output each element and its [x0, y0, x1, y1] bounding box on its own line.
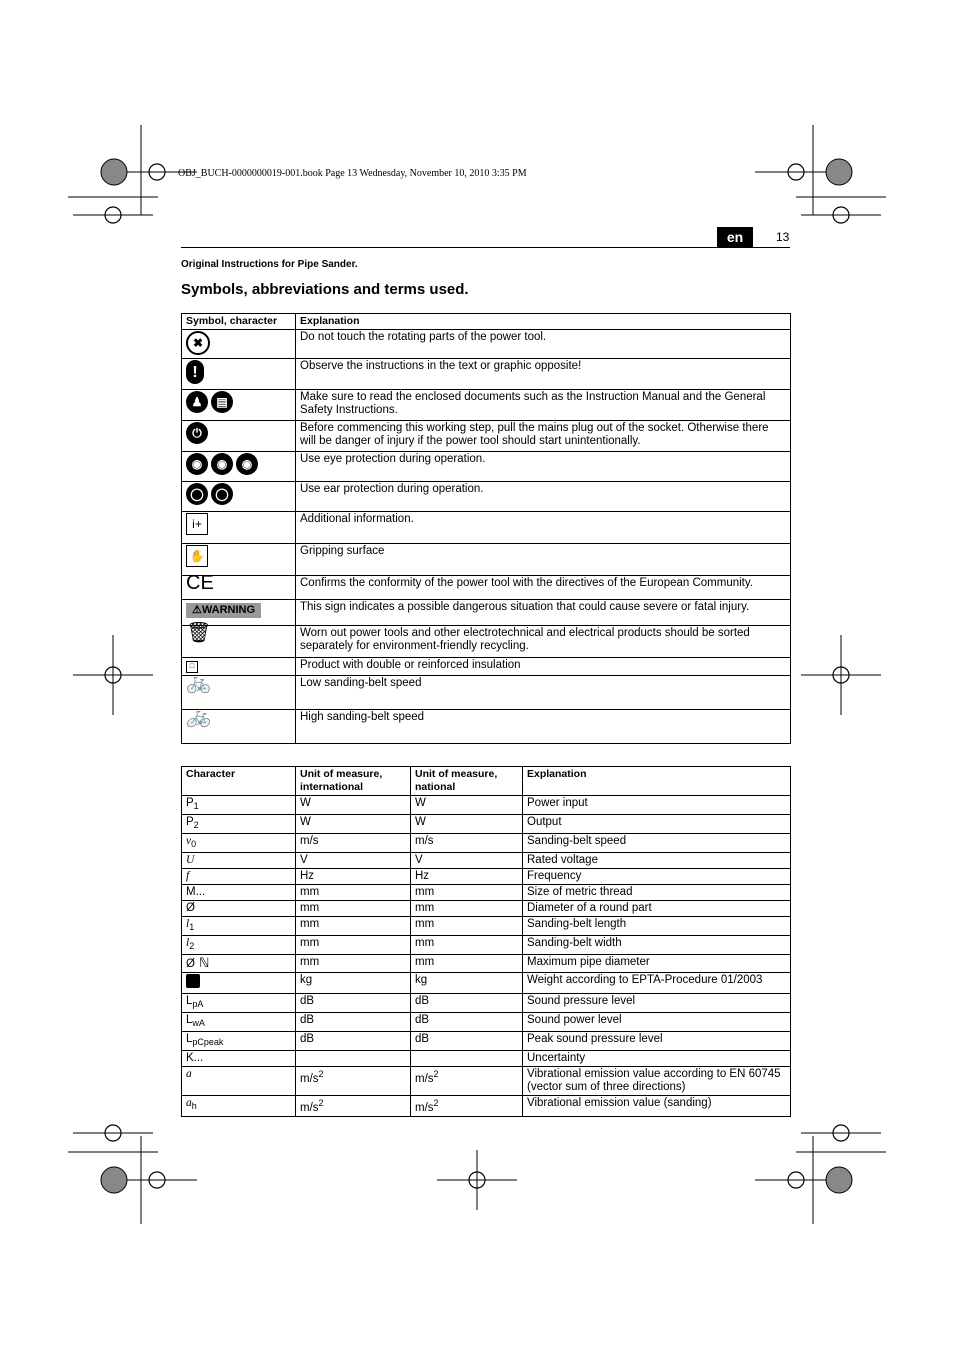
character-subscript: pCpeak: [192, 1037, 224, 1047]
header-rule: [181, 247, 790, 248]
character-cell: [182, 869, 296, 885]
unit-international-cell-value: Hz: [300, 870, 315, 882]
explanation-cell: Product with double or reinforced insulation: [296, 658, 791, 676]
unit-international-cell: [296, 853, 411, 869]
character-symbol: U: [186, 854, 195, 866]
table-row: [182, 936, 791, 955]
double-insulation-icon: □: [186, 661, 198, 673]
unit-international-cell-exponent: 2: [318, 1098, 324, 1108]
unit-national-cell: [411, 1032, 523, 1051]
symbol-cell: [182, 330, 296, 359]
unit-national-cell: [411, 1013, 523, 1032]
table-row: [182, 834, 791, 853]
table-row: [182, 359, 791, 390]
unit-national-cell-value: V: [415, 854, 423, 866]
character-symbol: l: [186, 918, 190, 930]
symbols-table: [181, 313, 791, 744]
symbol-cell: [182, 544, 296, 576]
unit-national-cell: [411, 955, 523, 973]
explanation-cell: Gripping surface: [296, 544, 791, 576]
character-symbol: L: [186, 1033, 193, 1045]
table-header-row: [182, 767, 791, 796]
unit-international-cell-value: dB: [300, 1033, 315, 1045]
explanation-cell: Maximum pipe diameter: [523, 955, 791, 973]
unit-international-cell-value: dB: [300, 1014, 315, 1026]
unit-international-cell-value: mm: [300, 902, 320, 914]
character-cell: [182, 1096, 296, 1117]
explanation-cell: Worn out power tools and other electrotechnical and electrical products should be sorted separately for environment-friendly recycling.: [296, 626, 791, 658]
fast-cyclist-icon: 🚲: [186, 706, 211, 728]
unit-international-cell-value: W: [300, 797, 311, 809]
explanation-cell: Low sanding-belt speed: [296, 676, 791, 710]
symbol-cell: [182, 390, 296, 421]
pipe-icon: ℕ: [198, 955, 210, 970]
unit-national-cell: [411, 994, 523, 1013]
character-cell: [182, 796, 296, 815]
character-subscript: pA: [192, 999, 204, 1009]
column-header: Explanation: [296, 314, 791, 330]
explanation-cell: Make sure to read the enclosed documents such as the Instruction Manual and the General Safety Instructions.: [296, 390, 791, 421]
symbol-cell: [182, 452, 296, 482]
character-subscript: wA: [192, 1018, 205, 1028]
explanation-cell: Additional information.: [296, 512, 791, 544]
explanation-cell: Observe the instructions in the text or graphic opposite!: [296, 359, 791, 390]
character-subscript: 1: [193, 801, 199, 811]
column-header: Explanation: [523, 767, 791, 796]
explanation-cell: Size of metric thread: [523, 885, 791, 901]
character-cell: [182, 994, 296, 1013]
table-row: [182, 576, 791, 600]
gripping-surface-icon: ✋: [186, 545, 208, 567]
unit-international-cell: [296, 885, 411, 901]
units-table: [181, 766, 791, 1117]
unplug-icon: ⏻: [186, 422, 211, 444]
unit-national-cell: [411, 936, 523, 955]
unit-national-cell-value: dB: [415, 995, 430, 1007]
table-header-row: [182, 314, 791, 330]
unit-national-cell: [411, 796, 523, 815]
character-symbol: P: [186, 797, 194, 809]
table-row: [182, 973, 791, 994]
character-symbol: M...: [186, 886, 206, 898]
unit-national-cell: [411, 885, 523, 901]
unit-national-cell-value: mm: [415, 937, 435, 949]
info-icon: i+: [186, 513, 208, 535]
character-cell: [182, 815, 296, 834]
character-symbol: K...: [186, 1052, 204, 1064]
unit-national-cell: [411, 1067, 523, 1096]
unit-international-cell: [296, 994, 411, 1013]
symbol-cell: [182, 672, 296, 710]
table-row: [182, 1096, 791, 1117]
warning-label: WARNING: [201, 604, 256, 616]
table-row: [182, 452, 791, 482]
explanation-cell: Uncertainty: [523, 1051, 791, 1067]
character-cell: [182, 1051, 296, 1067]
character-cell: [182, 917, 296, 936]
explanation-cell: Diameter of a round part: [523, 901, 791, 917]
explanation-cell: Rated voltage: [523, 853, 791, 869]
read-manual-icon: ♟ ▤: [186, 391, 236, 413]
character-symbol: v: [186, 835, 192, 847]
unit-international-cell: [296, 1013, 411, 1032]
exclamation-icon: !: [186, 360, 207, 384]
unit-national-cell: [411, 815, 523, 834]
unit-national-cell-value: mm: [415, 902, 435, 914]
unit-national-cell-exponent: 2: [433, 1069, 439, 1079]
character-symbol: Ø: [186, 958, 195, 970]
table-row: [182, 600, 791, 626]
table-row: [182, 482, 791, 512]
unit-international-cell-value: m/s: [300, 1073, 319, 1085]
character-subscript: 2: [193, 820, 199, 830]
table-row: [182, 512, 791, 544]
table-row: [182, 994, 791, 1013]
unit-national-cell-value: mm: [415, 886, 435, 898]
unit-international-cell: [296, 955, 411, 973]
character-symbol: l: [186, 937, 190, 949]
column-header: Character: [182, 767, 296, 796]
unit-international-cell-value: mm: [300, 886, 320, 898]
table-row: [182, 796, 791, 815]
table-row: [182, 917, 791, 936]
character-cell: [182, 885, 296, 901]
unit-international-cell-value: m/s: [300, 1102, 319, 1114]
symbol-cell: [182, 421, 296, 452]
symbol-cell: [182, 359, 296, 390]
unit-national-cell-value: dB: [415, 1033, 430, 1045]
explanation-cell: Sound power level: [523, 1013, 791, 1032]
table-row: [182, 901, 791, 917]
explanation-cell: Use eye protection during operation.: [296, 452, 791, 482]
column-header: Symbol, character: [182, 314, 296, 330]
unit-national-cell-value: m/s: [415, 1102, 434, 1114]
explanation-cell: Sanding-belt width: [523, 936, 791, 955]
explanation-cell: Sanding-belt speed: [523, 834, 791, 853]
character-symbol: Ø: [186, 902, 195, 914]
character-cell: [182, 901, 296, 917]
column-header: Unit of measure, international: [296, 767, 411, 796]
symbol-cell: [182, 622, 296, 658]
unit-international-cell-exponent: 2: [318, 1069, 324, 1079]
unit-national-cell: [411, 853, 523, 869]
table-row: [182, 853, 791, 869]
character-symbol: a: [186, 1097, 192, 1109]
unit-national-cell: [411, 901, 523, 917]
character-cell: [182, 1067, 296, 1096]
table-row: [182, 885, 791, 901]
table-row: [182, 330, 791, 359]
table-row: [182, 869, 791, 885]
unit-national-cell-value: W: [415, 816, 426, 828]
explanation-cell: Sound pressure level: [523, 994, 791, 1013]
character-cell: [182, 936, 296, 955]
table-row: [182, 710, 791, 744]
character-cell: [182, 973, 296, 994]
table-row: [182, 676, 791, 710]
unit-national-cell-exponent: 2: [433, 1098, 439, 1108]
unit-national-cell: [411, 973, 523, 994]
table-row: [182, 1067, 791, 1096]
character-subscript: h: [191, 1101, 197, 1111]
eye-protection-icon: ◉ ◉ ◉: [186, 453, 261, 475]
book-print-line: OBJ_BUCH-0000000019-001.book Page 13 Wednesday, November 10, 2010 3:35 PM: [178, 168, 527, 179]
unit-national-cell: [411, 1096, 523, 1117]
unit-international-cell-value: kg: [300, 974, 313, 986]
unit-national-cell: [411, 834, 523, 853]
unit-international-cell: [296, 815, 411, 834]
explanation-cell: Weight according to EPTA-Procedure 01/2003: [523, 973, 791, 994]
unit-national-cell-value: dB: [415, 1014, 430, 1026]
explanation-cell: Sanding-belt length: [523, 917, 791, 936]
unit-national-cell-value: mm: [415, 918, 435, 930]
unit-international-cell: [296, 901, 411, 917]
section-title: Symbols, abbreviations and terms used.: [181, 281, 469, 298]
explanation-cell: Before commencing this working step, pull the mains plug out of the socket. Otherwise there will be danger of injury if the power tool should start unintentionally.: [296, 421, 791, 452]
symbol-cell: [182, 482, 296, 512]
explanation-cell: High sanding-belt speed: [296, 710, 791, 744]
explanation-cell: Output: [523, 815, 791, 834]
character-cell: [182, 853, 296, 869]
unit-international-cell: [296, 1051, 411, 1067]
table-row: [182, 955, 791, 973]
unit-international-cell: [296, 869, 411, 885]
no-touch-rotating-icon: ✖: [186, 331, 213, 355]
unit-national-cell: [411, 869, 523, 885]
weight-icon: [186, 979, 200, 991]
unit-international-cell: [296, 1032, 411, 1051]
character-subscript: 2: [189, 941, 195, 951]
unit-international-cell: [296, 973, 411, 994]
unit-national-cell-value: m/s: [415, 835, 434, 847]
unit-international-cell: [296, 834, 411, 853]
unit-international-cell: [296, 1067, 411, 1096]
character-symbol: a: [186, 1068, 192, 1080]
explanation-cell: Peak sound pressure level: [523, 1032, 791, 1051]
unit-national-cell: [411, 1051, 523, 1067]
unit-national-cell-value: kg: [415, 974, 428, 986]
unit-international-cell-value: dB: [300, 995, 315, 1007]
crossed-bin-icon: 🗑: [186, 622, 212, 644]
character-subscript: 1: [189, 922, 195, 932]
unit-international-cell-value: mm: [300, 937, 320, 949]
character-cell: [182, 834, 296, 853]
table-row: [182, 390, 791, 421]
table-row: [182, 544, 791, 576]
unit-international-cell-value: mm: [300, 956, 320, 968]
unit-national-cell: [411, 917, 523, 936]
character-symbol: P: [186, 816, 194, 828]
ear-protection-icon: ◯ ◯: [186, 483, 236, 505]
unit-national-cell-value: W: [415, 797, 426, 809]
unit-international-cell: [296, 917, 411, 936]
warning-sign-icon: ⚠ WARNING: [186, 603, 261, 618]
page-number: 13: [776, 230, 790, 244]
unit-international-cell: [296, 1096, 411, 1117]
document-subtitle: Original Instructions for Pipe Sander.: [181, 259, 358, 270]
explanation-cell: Confirms the conformity of the power tool with the directives of the European Community.: [296, 576, 791, 600]
explanation-cell: Do not touch the rotating parts of the power tool.: [296, 330, 791, 359]
character-symbol: L: [186, 1014, 193, 1026]
character-cell: [182, 955, 296, 973]
language-badge: en: [717, 227, 753, 247]
unit-international-cell-value: m/s: [300, 835, 319, 847]
unit-international-cell-value: V: [300, 854, 308, 866]
symbol-cell: [182, 572, 296, 600]
explanation-cell: This sign indicates a possible dangerous situation that could cause severe or fatal injury.: [296, 600, 791, 626]
unit-national-cell-value: mm: [415, 956, 435, 968]
character-symbol: L: [186, 995, 193, 1007]
symbol-cell: [182, 512, 296, 544]
unit-international-cell-value: W: [300, 816, 311, 828]
ce-mark-icon: CE: [186, 572, 214, 594]
symbol-cell: [182, 706, 296, 744]
table-row: [182, 1051, 791, 1067]
table-row: [182, 421, 791, 452]
table-row: [182, 815, 791, 834]
character-symbol: f: [186, 870, 190, 882]
table-row: [182, 626, 791, 658]
explanation-cell: Power input: [523, 796, 791, 815]
unit-international-cell: [296, 936, 411, 955]
slow-cyclist-icon: 🚲: [186, 672, 211, 694]
character-cell: [182, 1032, 296, 1051]
explanation-cell: Frequency: [523, 869, 791, 885]
unit-international-cell: [296, 796, 411, 815]
unit-national-cell-value: m/s: [415, 1073, 434, 1085]
table-row: [182, 1013, 791, 1032]
character-subscript: 0: [191, 839, 197, 849]
explanation-cell: Use ear protection during operation.: [296, 482, 791, 512]
column-header: Unit of measure, national: [411, 767, 523, 796]
character-cell: [182, 1013, 296, 1032]
unit-national-cell-value: Hz: [415, 870, 430, 882]
explanation-cell: Vibrational emission value (sanding): [523, 1096, 791, 1117]
explanation-cell: Vibrational emission value according to EN 60745 (vector sum of three directions): [523, 1067, 791, 1096]
table-row: [182, 658, 791, 676]
table-row: [182, 1032, 791, 1051]
unit-international-cell-value: mm: [300, 918, 320, 930]
